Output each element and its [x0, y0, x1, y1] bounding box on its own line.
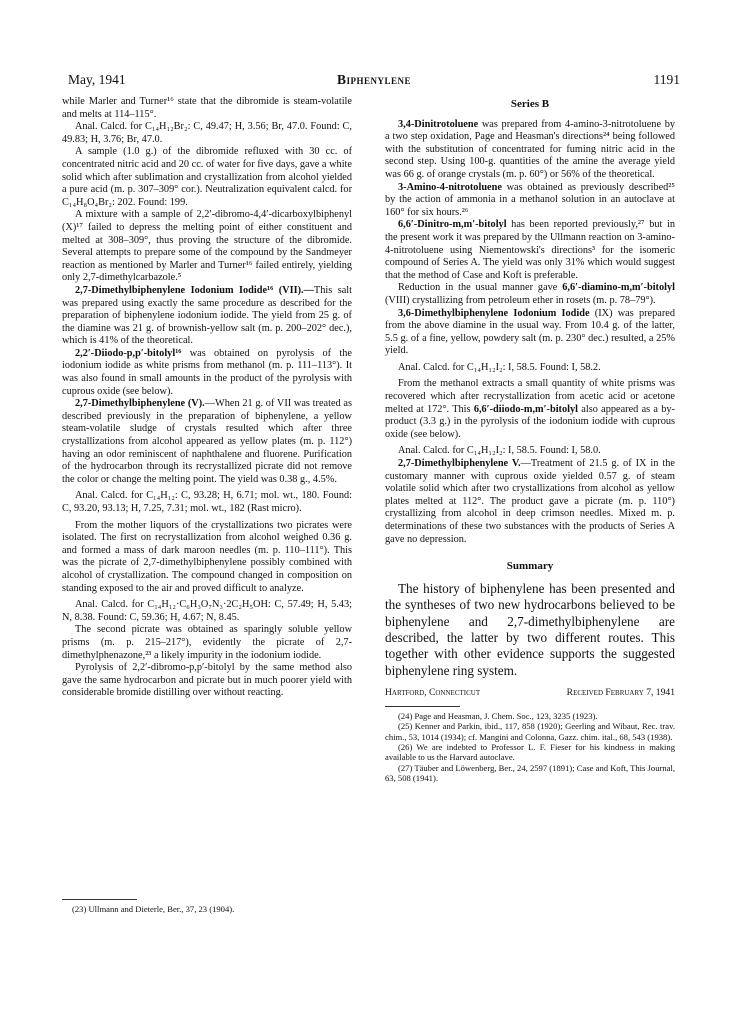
- location: Hartford, Connecticut: [385, 687, 481, 699]
- paragraph: 3,4-Dinitrotoluene was prepared from 4-amino-3-nitrotoluene by a two step oxidation, Page and Heasman's directions²⁴ being followed with the substitution of concentrated for fuming nitric acid in the second step. Using 100-g. quantities of the amine the average yield was 66 g. of orange crystals (m. p. 60°) or 56% of the theoretical.: [385, 118, 675, 180]
- compound-heading: 2,7-Dimethylbiphenylene V.: [398, 458, 521, 470]
- paragraph: 6,6′-Dinitro-m,m′-bitolyl has been reported previously,²⁷ but in the present work it was prepared by the Ullmann reaction on 3-amino-4-nitrotoluene using Niementowski's directions³ for the isomeric compound of Series A. The yield was only 31% which would suggest that the method of Case and Koft is preferable.: [385, 219, 675, 281]
- analysis-line: Anal. Calcd. for C₁₄H₁₂: C, 93.28; H, 6.71; mol. wt., 180. Found: C, 93.20, 93.13; H, 7.25, 7.31; mol. wt., 182 (Rast micro).: [62, 490, 352, 514]
- footnote-rule: [385, 706, 460, 707]
- page-number: 1191: [653, 72, 680, 87]
- analysis-line: Anal. Calcd. for C₁₄H₁₂Br₂: C, 49.47; H, 3.56; Br, 47.0. Found: C, 49.83; H, 3.76; Br, 47.0.: [62, 121, 352, 145]
- section-heading: Series B: [510, 98, 550, 110]
- footnote-rule: [62, 899, 137, 900]
- footnote: (25) Kenner and Parkin, ibid., 117, 858 (1920); Geerling and Wibaut, Rec. trav. chim., 53, 1014 (1934); cf. Mangini and Colonna, Gazz. chim. ital., 68, 543 (1938).: [385, 721, 675, 742]
- compound-heading: 2,7-Dimethylbiphenylene Iodonium Iodide¹⁶ (VII).—: [75, 284, 314, 296]
- paragraph: 3,6-Dimethylbiphenylene Iodonium Iodide (IX) was prepared from the above diamine in the usual way. From 10.4 g. of the latter, 5.5 g. of a fine, yellow, powdery salt (m. p. 230° dec.) resulted, a 25% yield.: [385, 307, 675, 357]
- summary-text: The history of biphenylene has been presented and the syntheses of two new hydrocarbons believed to be biphenylene and 2,7-dimethylbiphenylene are described, the latter by two different routes. This together with other evidence supports the suggested biphenylene ring system.: [385, 580, 675, 678]
- paragraph: 2,7-Dimethylbiphenylene Iodonium Iodide¹⁶ (VII).—This salt was prepared using exactly the same procedure as described for the preparation of biphenylene iodonium iodide. The yield from 25 g. of the diamine was 21 g. of brownish-yellow salt (m. p. 200–202° dec.), which is 41% of the theoretical.: [62, 284, 352, 347]
- paragraph: 3-Amino-4-nitrotoluene was obtained as previously described²⁵ by the action of ammonia in a methanol solution in an autoclave at 160° for six hours.²⁶: [385, 181, 675, 218]
- compound-heading: 6,6′-diamino-m,m′-bitolyl: [562, 282, 675, 294]
- footnote: (26) We are indebted to Professor L. F. Fieser for his kindness in making available to us the Harvard autoclave.: [385, 742, 675, 763]
- footnote: (23) Ullmann and Dieterle, Ber., 37, 23 (1904).: [72, 904, 235, 914]
- paragraph: A mixture with a sample of 2,2′-dibromo-4,4′-dicarboxylbiphenyl (X)¹⁷ failed to depress the melting point of either constituent and melted at 308–309°, thus proving the structure of the dibromide. Several attempts to prepare some of the compound by the Sandmeyer reaction as mentioned by Marler and Turner¹⁶ failed entirely, yielding only 2,7-dimethylcarbazole.⁵: [62, 209, 352, 284]
- compound-heading: 6,6′-diiodo-m,m′-bitolyl: [473, 403, 578, 415]
- received-date: Received February 7, 1941: [566, 687, 675, 699]
- compound-heading: 3,4-Dinitrotoluene: [398, 118, 479, 130]
- compound-heading: 2,2′-Diiodo-p,p′-bitolyl¹⁶: [75, 347, 182, 359]
- analysis-line: Anal. Calcd. for C₁₄H₁₂I₂: I, 58.5. Found: I, 58.2.: [398, 361, 601, 373]
- paragraph: Reduction in the usual manner gave 6,6′-diamino-m,m′-bitolyl (VIII) crystallizing from petroleum ether in rosets (m. p. 78–79°).: [385, 282, 675, 306]
- signature-line: [385, 687, 675, 700]
- paragraph: 2,2′-Diiodo-p,p′-bitolyl¹⁶ was obtained on pyrolysis of the iodonium iodide as white prisms from methanol (m. p. 111–113°). It was also found in small amounts in the product of the pyrolysis with cuprous oxide (see below).: [62, 347, 352, 397]
- paragraph: 2,7-Dimethylbiphenylene (V).—When 21 g. of VII was treated as described previously in the preparation of biphenylene, a yellow steam-volatile sludge of crystals resulted which after three crystallizations from alcohol appeared as yellow plates (m. p. 112°) having an odor reminiscent of naphthalene and fluorene. Purification of the hydrocarbon through its recrystallized picrate did not remove the color or change the melting point. The yield was 0.38 g., 4.5%.: [62, 398, 352, 485]
- analysis-line: Anal. Calcd. for C₁₄H₁₂I₂: I, 58.5. Found: I, 58.0.: [398, 445, 601, 457]
- footnote: (27) Täuber and Löwenberg, Ber., 24, 2597 (1891); Case and Koft, This Journal, 63, 508 (1941).: [385, 762, 675, 784]
- paragraph: while Marler and Turner¹⁶ state that the dibromide is steam-volatile and melts at 114–115°.: [62, 96, 352, 120]
- header-date: May, 1941: [68, 72, 126, 87]
- compound-heading: 2,7-Dimethylbiphenylene (V).: [75, 398, 205, 410]
- paragraph: The second picrate was obtained as sparingly soluble yellow prisms (m. p. 215–217°), evidently the picrate of 2,7-dimethylphenazone,²³ a likely impurity in the iodonium iodide.: [62, 624, 352, 661]
- compound-heading: 3,6-Dimethylbiphenylene Iodonium Iodide: [398, 307, 590, 319]
- paragraph: From the mother liquors of the crystallizations two picrates were isolated. The first on recrystallization from alcohol weighed 0.36 g. and formed a mass of dark maroon needles (m. p. 110–111°). This was the picrate of 2,7-dimethylbiphenylene possibly combined with alcohol of crystallization. The compound changed in composition on standing exposed to the air and proved difficult to analyze.: [62, 519, 352, 594]
- left-column: [62, 96, 352, 700]
- compound-heading: 3-Amino-4-nitrotoluene: [398, 181, 502, 193]
- running-header: [68, 72, 680, 92]
- compound-heading: 6,6′-Dinitro-m,m′-bitolyl: [398, 219, 507, 231]
- header-title: Biphenylene: [336, 72, 411, 87]
- paragraph: From the methanol extracts a small quantity of white prisms was recovered which after recrystallization from acetic acid or acetone melted at 172°. This 6,6′-diiodo-m,m′-bitolyl also appeared as a by-product (3.3 g.) in the pyrolysis of the iodonium iodide with cuprous oxide (see below).: [385, 378, 675, 440]
- summary-heading: Summary: [506, 560, 554, 573]
- paragraph: 2,7-Dimethylbiphenylene V.—Treatment of 21.5 g. of IX in the customary manner with cuprous oxide yielded 0.57 g. of steam volatile solid which after two crystallizations from alcohol as yellow plates melted at 112°. The product gave a picrate (m. p. 110°) crystallizing from alcohol in deep crimson needles. Mixed m. p. determinations of these two substances with the products of Series A gave no depression.: [385, 458, 675, 545]
- footnote: (24) Page and Heasman, J. Chem. Soc., 123, 3235 (1923).: [398, 710, 598, 721]
- right-column: [385, 96, 675, 784]
- paragraph: Pyrolysis of 2,2′-dibromo-p,p′-bitolyl by the same method also gave the same hydrocarbon and picrate but in much poorer yield with considerable bromide distilling over without reacting.: [62, 662, 352, 699]
- analysis-line: Anal. Calcd. for C₁₄H₁₂·C₆H₃O₇N₃·2C₂H₅OH: C, 57.49; H, 5.43; N, 8.38. Found: C, 59.36; H, 4.67; N, 8.45.: [62, 599, 352, 623]
- paragraph: A sample (1.0 g.) of the dibromide refluxed with 30 cc. of concentrated nitric acid and 20 cc. of water for five days, gave a white solid which after sublimation and crystallization from alcohol yielded a pure acid (m. p. 307–309° cor.). Neutralization equivalent calcd. for C₁₄H₈O₄Br₂: 202. Found: 199.: [62, 146, 352, 208]
- left-footnotes: [62, 893, 352, 914]
